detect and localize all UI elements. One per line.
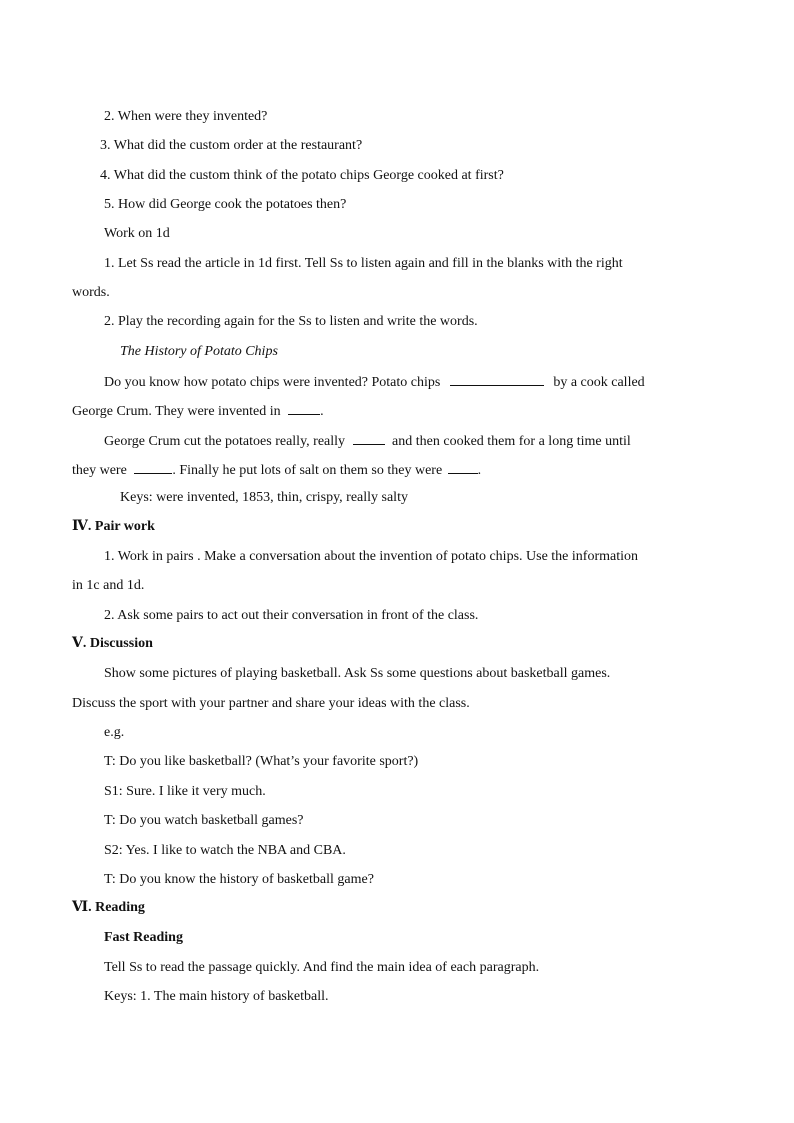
question-3: 3. What did the custom order at the restaurant? [100,138,363,153]
fast-reading-instruction: Tell Ss to read the passage quickly. And find the main idea of each paragraph. [104,960,540,975]
pair-work-step-1: 1. Work in pairs . Make a conversation about the invention of potato chips. Use the information [104,549,638,564]
dialogue-line: T: Do you know the history of basketball game? [104,872,374,887]
work-on-1d-heading: Work on 1d [104,226,170,241]
cloze-title: The History of Potato Chips [120,344,278,359]
work-1d-step-1-cont: words. [72,285,110,300]
cloze-line-4 [72,460,481,480]
pair-work-heading: Ⅳ. Pair work [72,519,155,534]
question-4: 4. What did the custom think of the potato chips George cooked at first? [100,168,504,183]
pair-work-step-1-cont: in 1c and 1d. [72,578,145,593]
cloze-text: Do you know how potato chips were invented? Potato chips [104,375,441,390]
dialogue-line: S2: Yes. I like to watch the NBA and CBA. [104,843,346,858]
cloze-blank-4 [134,460,172,474]
cloze-line-2 [72,401,324,421]
work-1d-step-1: 1. Let Ss read the article in 1d first. Tell Ss to listen again and fill in the blanks with the right [104,256,623,271]
dialogue-line: T: Do you watch basketball games? [104,813,304,828]
cloze-text: . Finally he put lots of salt on them so they were [172,463,443,478]
dialogue-line: T: Do you like basketball? (What’s your favorite sport?) [104,754,419,769]
cloze-text: by a cook called [553,375,645,390]
cloze-blank-2 [288,401,320,415]
question-2: 2. When were they invented? [104,109,268,124]
cloze-text: . [320,404,324,419]
cloze-text: they were [72,463,127,478]
discussion-heading: Ⅴ. Discussion [72,636,153,651]
fast-reading-keys: Keys: 1. The main history of basketball. [104,989,329,1004]
cloze-keys: Keys: were invented, 1853, thin, crispy, really salty [120,490,408,505]
example-label: e.g. [104,725,125,740]
cloze-line-1 [104,372,645,392]
fast-reading-subheading: Fast Reading [104,930,183,945]
discussion-paragraph-cont: Discuss the sport with your partner and share your ideas with the class. [72,696,470,711]
cloze-text: George Crum cut the potatoes really, really [104,434,346,449]
work-1d-step-2: 2. Play the recording again for the Ss to listen and write the words. [104,314,478,329]
cloze-blank-5 [448,460,478,474]
discussion-paragraph: Show some pictures of playing basketball. Ask Ss some questions about basketball games. [104,666,611,681]
dialogue-line: S1: Sure. I like it very much. [104,784,266,799]
cloze-text: and then cooked them for a long time until [392,434,631,449]
pair-work-step-2: 2. Ask some pairs to act out their conversation in front of the class. [104,608,479,623]
cloze-blank-1 [450,372,544,386]
cloze-blank-3 [353,431,385,445]
reading-heading: Ⅵ. Reading [72,900,145,915]
cloze-text: George Crum. They were invented in [72,404,281,419]
cloze-line-3 [104,431,631,451]
question-5: 5. How did George cook the potatoes then? [104,197,347,212]
cloze-text: . [477,463,482,478]
